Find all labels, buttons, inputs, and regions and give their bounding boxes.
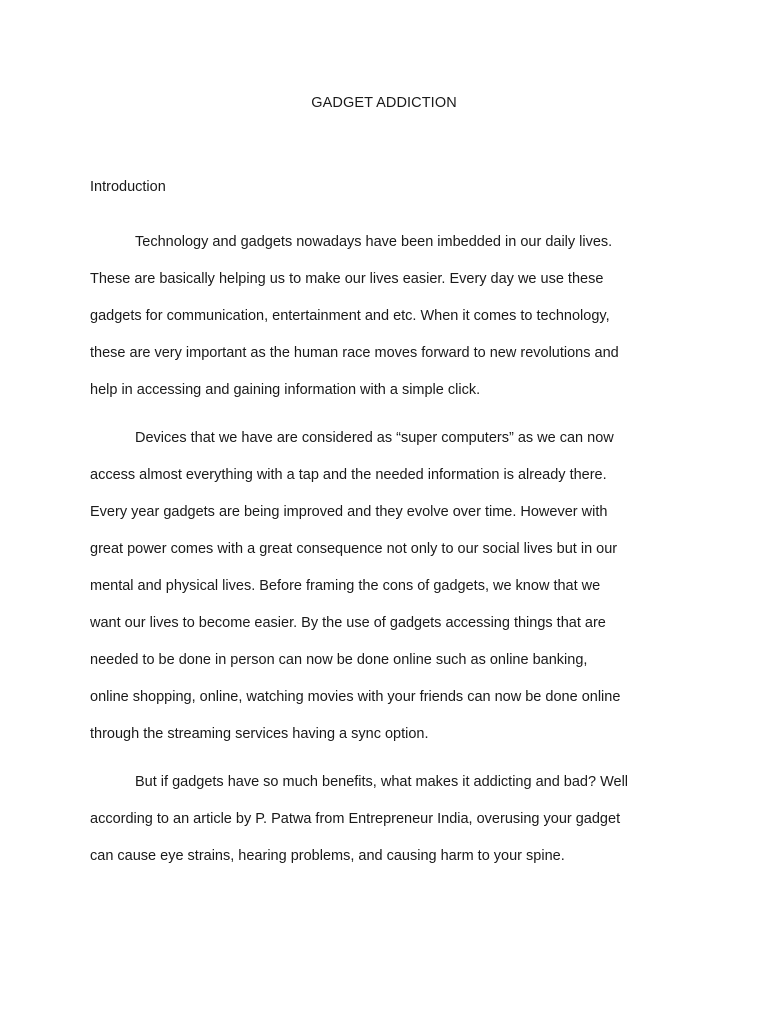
paragraph-line: Technology and gadgets nowadays have been imbedded in our daily lives.	[135, 234, 613, 250]
document-title: GADGET ADDICTION	[311, 95, 457, 111]
paragraph-line: according to an article by P. Patwa from Entrepreneur India, overusing your gadget	[90, 811, 621, 827]
paragraph-line: access almost everything with a tap and the needed information is already there.	[90, 467, 607, 483]
paragraph-2	[90, 420, 682, 753]
paragraph-line: through the streaming services having a sync option.	[90, 726, 429, 742]
paragraph-line: these are very important as the human race moves forward to new revolutions and	[90, 345, 619, 361]
paragraph-line: online shopping, online, watching movies with your friends can now be done online	[90, 689, 621, 705]
paragraph-line: mental and physical lives. Before framing the cons of gadgets, we know that we	[90, 578, 601, 594]
paragraph-line: needed to be done in person can now be done online such as online banking,	[90, 652, 588, 668]
paragraph-line: help in accessing and gaining information with a simple click.	[90, 382, 481, 398]
paragraph-1	[90, 224, 682, 409]
paragraph-line: want our lives to become easier. By the use of gadgets accessing things that are	[90, 615, 606, 631]
paragraph-line: But if gadgets have so much benefits, what makes it addicting and bad? Well	[135, 774, 629, 790]
document-body	[90, 224, 682, 886]
section-heading: Introduction	[90, 179, 166, 195]
paragraph-line: These are basically helping us to make our lives easier. Every day we use these	[90, 271, 604, 287]
paragraph-line: can cause eye strains, hearing problems, and causing harm to your spine.	[90, 848, 565, 864]
paragraph-line: Every year gadgets are being improved and they evolve over time. However with	[90, 504, 608, 520]
paragraph-line: great power comes with a great consequence not only to our social lives but in our	[90, 541, 618, 557]
paragraph-line: Devices that we have are considered as “super computers” as we can now	[135, 430, 614, 446]
paragraph-3	[90, 764, 682, 875]
paragraph-line: gadgets for communication, entertainment and etc. When it comes to technology,	[90, 308, 610, 324]
